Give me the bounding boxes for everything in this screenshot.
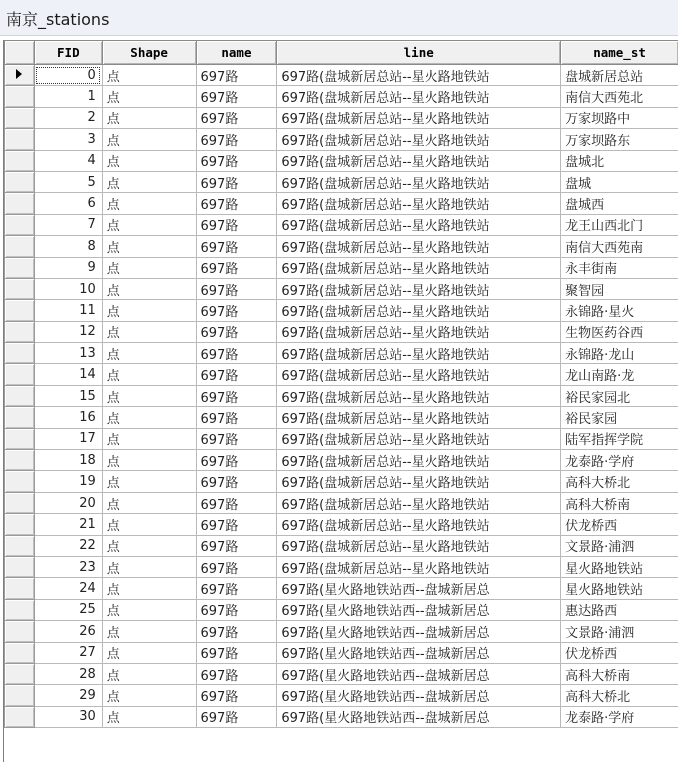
- table-row[interactable]: [5, 556, 678, 577]
- cell-line[interactable]: 697路(盘城新居总站--星火路地铁站: [277, 471, 561, 492]
- cell-name-st[interactable]: 盘城新居总站: [561, 65, 678, 86]
- cell-shape[interactable]: 点: [102, 236, 196, 257]
- row-selector[interactable]: [5, 171, 35, 192]
- cell-name[interactable]: 697路: [196, 642, 277, 663]
- cell-name-st[interactable]: 盘城西: [561, 193, 678, 214]
- cell-line[interactable]: 697路(盘城新居总站--星火路地铁站: [277, 236, 561, 257]
- cell-name[interactable]: 697路: [196, 471, 277, 492]
- table-row[interactable]: [5, 107, 678, 128]
- row-selector[interactable]: [5, 706, 35, 727]
- cell-name-st[interactable]: 伏龙桥西: [561, 514, 678, 535]
- header-row: [5, 41, 678, 65]
- cell-name-st[interactable]: 永锦路·龙山: [561, 343, 678, 364]
- row-selector[interactable]: [5, 236, 35, 257]
- cell-name-st[interactable]: 陆军指挥学院: [561, 428, 678, 449]
- cell-name-st[interactable]: 高科大桥南: [561, 663, 678, 684]
- cell-name-st[interactable]: 高科大桥北: [561, 685, 678, 706]
- cell-line[interactable]: 697路(盘城新居总站--星火路地铁站: [277, 150, 561, 171]
- row-selector[interactable]: [5, 492, 35, 513]
- cell-shape[interactable]: 点: [102, 150, 196, 171]
- cell-name-st[interactable]: 伏龙桥西: [561, 642, 678, 663]
- table-row[interactable]: [5, 257, 678, 278]
- cell-shape[interactable]: 点: [102, 471, 196, 492]
- table-body: [5, 65, 678, 728]
- cell-fid[interactable]: 3: [34, 129, 102, 150]
- cell-name[interactable]: 697路: [196, 492, 277, 513]
- row-selector[interactable]: [5, 150, 35, 171]
- cell-shape[interactable]: 点: [102, 685, 196, 706]
- table-row[interactable]: [5, 385, 678, 406]
- row-selector[interactable]: [5, 214, 35, 235]
- cell-name[interactable]: 697路: [196, 706, 277, 727]
- cell-name-st[interactable]: 星火路地铁站: [561, 556, 678, 577]
- cell-line[interactable]: 697路(盘城新居总站--星火路地铁站: [277, 65, 561, 86]
- cell-fid[interactable]: 2: [34, 107, 102, 128]
- row-selector[interactable]: [5, 193, 35, 214]
- table-row[interactable]: [5, 236, 678, 257]
- cell-fid[interactable]: 28: [34, 663, 102, 684]
- cell-name-st[interactable]: 裕民家园: [561, 407, 678, 428]
- cell-line[interactable]: 697路(星火路地铁站西--盘城新居总: [277, 599, 561, 620]
- cell-line[interactable]: 697路(星火路地铁站西--盘城新居总: [277, 642, 561, 663]
- row-selector[interactable]: [5, 257, 35, 278]
- cell-fid[interactable]: 14: [34, 364, 102, 385]
- table-row[interactable]: [5, 450, 678, 471]
- cell-fid[interactable]: 23: [34, 556, 102, 577]
- cell-shape[interactable]: 点: [102, 385, 196, 406]
- cell-fid[interactable]: 19: [34, 471, 102, 492]
- cell-line[interactable]: 697路(盘城新居总站--星火路地铁站: [277, 278, 561, 299]
- cell-shape[interactable]: 点: [102, 321, 196, 342]
- cell-name-st[interactable]: 文景路·浦泗: [561, 535, 678, 556]
- cell-shape[interactable]: 点: [102, 278, 196, 299]
- cell-shape[interactable]: 点: [102, 599, 196, 620]
- table-row[interactable]: [5, 642, 678, 663]
- cell-name[interactable]: 697路: [196, 599, 277, 620]
- cell-name[interactable]: 697路: [196, 65, 277, 86]
- cell-line[interactable]: 697路(盘城新居总站--星火路地铁站: [277, 214, 561, 235]
- cell-name[interactable]: 697路: [196, 257, 277, 278]
- row-selector[interactable]: [5, 385, 35, 406]
- attribute-table[interactable]: [3, 40, 678, 762]
- cell-shape[interactable]: 点: [102, 107, 196, 128]
- cell-name[interactable]: 697路: [196, 556, 277, 577]
- cell-name-st[interactable]: 盘城北: [561, 150, 678, 171]
- cell-name-st[interactable]: 万家坝路中: [561, 107, 678, 128]
- current-row-arrow-icon: [16, 69, 22, 79]
- cell-line[interactable]: 697路(盘城新居总站--星火路地铁站: [277, 343, 561, 364]
- table-row[interactable]: [5, 150, 678, 171]
- row-selector[interactable]: [5, 663, 35, 684]
- cell-line[interactable]: 697路(盘城新居总站--星火路地铁站: [277, 364, 561, 385]
- row-selector[interactable]: [5, 278, 35, 299]
- cell-fid[interactable]: 16: [34, 407, 102, 428]
- cell-fid[interactable]: 26: [34, 621, 102, 642]
- cell-name-st[interactable]: 龙泰路·学府: [561, 706, 678, 727]
- cell-fid[interactable]: 0: [34, 65, 102, 86]
- cell-shape[interactable]: 点: [102, 706, 196, 727]
- cell-fid[interactable]: 8: [34, 236, 102, 257]
- cell-fid[interactable]: 9: [34, 257, 102, 278]
- table-row[interactable]: [5, 278, 678, 299]
- cell-name[interactable]: 697路: [196, 193, 277, 214]
- table-row[interactable]: [5, 578, 678, 599]
- cell-name-st[interactable]: 裕民家园北: [561, 385, 678, 406]
- row-selector[interactable]: [5, 407, 35, 428]
- cell-line[interactable]: 697路(星火路地铁站西--盘城新居总: [277, 578, 561, 599]
- cell-shape[interactable]: 点: [102, 407, 196, 428]
- cell-fid[interactable]: 13: [34, 343, 102, 364]
- cell-name-st[interactable]: 龙王山西北门: [561, 214, 678, 235]
- row-selector[interactable]: [5, 556, 35, 577]
- cell-fid[interactable]: 27: [34, 642, 102, 663]
- cell-fid[interactable]: 5: [34, 171, 102, 192]
- cell-fid[interactable]: 30: [34, 706, 102, 727]
- cell-name[interactable]: 697路: [196, 428, 277, 449]
- cell-name[interactable]: 697路: [196, 663, 277, 684]
- cell-name[interactable]: 697路: [196, 86, 277, 107]
- table-row[interactable]: [5, 171, 678, 192]
- row-selector[interactable]: [5, 535, 35, 556]
- row-selector[interactable]: [5, 86, 35, 107]
- cell-shape[interactable]: 点: [102, 642, 196, 663]
- window-titlebar: [0, 0, 678, 36]
- cell-shape[interactable]: 点: [102, 65, 196, 86]
- cell-name[interactable]: 697路: [196, 385, 277, 406]
- cell-shape[interactable]: 点: [102, 535, 196, 556]
- window-title: 南京_stations: [6, 10, 110, 29]
- cell-name[interactable]: 697路: [196, 107, 277, 128]
- cell-line[interactable]: 697路(星火路地铁站西--盘城新居总: [277, 706, 561, 727]
- table-row[interactable]: [5, 663, 678, 684]
- cell-name[interactable]: 697路: [196, 364, 277, 385]
- cell-line[interactable]: 697路(盘城新居总站--星火路地铁站: [277, 193, 561, 214]
- cell-shape[interactable]: 点: [102, 343, 196, 364]
- cell-name[interactable]: 697路: [196, 685, 277, 706]
- cell-fid[interactable]: 24: [34, 578, 102, 599]
- cell-shape[interactable]: 点: [102, 556, 196, 577]
- cell-line[interactable]: 697路(盘城新居总站--星火路地铁站: [277, 321, 561, 342]
- cell-line[interactable]: 697路(盘城新居总站--星火路地铁站: [277, 385, 561, 406]
- row-selector[interactable]: [5, 450, 35, 471]
- cell-shape[interactable]: 点: [102, 578, 196, 599]
- cell-shape[interactable]: 点: [102, 663, 196, 684]
- cell-name[interactable]: 697路: [196, 450, 277, 471]
- table-row[interactable]: [5, 535, 678, 556]
- table-row[interactable]: [5, 621, 678, 642]
- cell-shape[interactable]: 点: [102, 364, 196, 385]
- cell-name-st[interactable]: 聚智园: [561, 278, 678, 299]
- cell-name-st[interactable]: 龙泰路·学府: [561, 450, 678, 471]
- cell-fid[interactable]: 10: [34, 278, 102, 299]
- cell-name-st[interactable]: 龙山南路·龙: [561, 364, 678, 385]
- cell-fid[interactable]: 6: [34, 193, 102, 214]
- cell-name-st[interactable]: 南信大西苑北: [561, 86, 678, 107]
- cell-name-st[interactable]: 高科大桥南: [561, 492, 678, 513]
- column-header-name[interactable]: name: [196, 41, 277, 65]
- cell-name[interactable]: 697路: [196, 214, 277, 235]
- cell-name[interactable]: 697路: [196, 578, 277, 599]
- cell-fid[interactable]: 20: [34, 492, 102, 513]
- column-header-line[interactable]: line: [277, 41, 561, 65]
- row-selector[interactable]: [5, 599, 35, 620]
- cell-shape[interactable]: 点: [102, 86, 196, 107]
- cell-fid[interactable]: 21: [34, 514, 102, 535]
- row-selector[interactable]: [5, 300, 35, 321]
- table-row[interactable]: [5, 514, 678, 535]
- cell-shape[interactable]: 点: [102, 514, 196, 535]
- cell-line[interactable]: 697路(星火路地铁站西--盘城新居总: [277, 663, 561, 684]
- cell-shape[interactable]: 点: [102, 193, 196, 214]
- cell-name-st[interactable]: 盘城: [561, 171, 678, 192]
- row-selector[interactable]: [5, 428, 35, 449]
- cell-shape[interactable]: 点: [102, 257, 196, 278]
- cell-name[interactable]: 697路: [196, 300, 277, 321]
- cell-fid[interactable]: 4: [34, 150, 102, 171]
- cell-name[interactable]: 697路: [196, 535, 277, 556]
- cell-shape[interactable]: 点: [102, 428, 196, 449]
- row-selector[interactable]: [5, 343, 35, 364]
- cell-shape[interactable]: 点: [102, 621, 196, 642]
- cell-shape[interactable]: 点: [102, 492, 196, 513]
- cell-name[interactable]: 697路: [196, 236, 277, 257]
- table-row[interactable]: [5, 214, 678, 235]
- cell-line[interactable]: 697路(盘城新居总站--星火路地铁站: [277, 514, 561, 535]
- cell-shape[interactable]: 点: [102, 300, 196, 321]
- row-selector[interactable]: [5, 364, 35, 385]
- cell-line[interactable]: 697路(盘城新居总站--星火路地铁站: [277, 535, 561, 556]
- cell-line[interactable]: 697路(盘城新居总站--星火路地铁站: [277, 257, 561, 278]
- cell-name[interactable]: 697路: [196, 321, 277, 342]
- cell-line[interactable]: 697路(星火路地铁站西--盘城新居总: [277, 621, 561, 642]
- cell-fid[interactable]: 25: [34, 599, 102, 620]
- table-row[interactable]: [5, 364, 678, 385]
- cell-line[interactable]: 697路(盘城新居总站--星火路地铁站: [277, 86, 561, 107]
- table-row[interactable]: [5, 492, 678, 513]
- cell-name-st[interactable]: 文景路·浦泗: [561, 621, 678, 642]
- row-selector[interactable]: [5, 621, 35, 642]
- cell-shape[interactable]: 点: [102, 214, 196, 235]
- cell-fid[interactable]: 18: [34, 450, 102, 471]
- cell-fid[interactable]: 17: [34, 428, 102, 449]
- cell-line[interactable]: 697路(盘城新居总站--星火路地铁站: [277, 300, 561, 321]
- table-row[interactable]: [5, 599, 678, 620]
- cell-name-st[interactable]: 惠达路西: [561, 599, 678, 620]
- cell-fid[interactable]: 15: [34, 385, 102, 406]
- cell-fid[interactable]: 11: [34, 300, 102, 321]
- table-row[interactable]: [5, 428, 678, 449]
- cell-shape[interactable]: 点: [102, 171, 196, 192]
- cell-name-st[interactable]: 高科大桥北: [561, 471, 678, 492]
- column-header-name-st[interactable]: name_st: [561, 41, 678, 65]
- cell-line[interactable]: 697路(盘城新居总站--星火路地铁站: [277, 428, 561, 449]
- table-row[interactable]: [5, 86, 678, 107]
- table-row[interactable]: [5, 471, 678, 492]
- cell-line[interactable]: 697路(盘城新居总站--星火路地铁站: [277, 407, 561, 428]
- cell-fid[interactable]: 29: [34, 685, 102, 706]
- cell-name[interactable]: 697路: [196, 278, 277, 299]
- cell-name[interactable]: 697路: [196, 407, 277, 428]
- row-selector[interactable]: [5, 685, 35, 706]
- table-row[interactable]: [5, 129, 678, 150]
- cell-name[interactable]: 697路: [196, 171, 277, 192]
- row-selector-header[interactable]: [5, 41, 35, 65]
- cell-shape[interactable]: 点: [102, 129, 196, 150]
- row-selector[interactable]: [5, 471, 35, 492]
- row-selector[interactable]: [5, 514, 35, 535]
- table-row[interactable]: [5, 685, 678, 706]
- column-header-fid[interactable]: FID: [34, 41, 102, 65]
- cell-line[interactable]: 697路(盘城新居总站--星火路地铁站: [277, 107, 561, 128]
- cell-line[interactable]: 697路(盘城新居总站--星火路地铁站: [277, 450, 561, 471]
- cell-name-st[interactable]: 生物医药谷西: [561, 321, 678, 342]
- cell-line[interactable]: 697路(盘城新居总站--星火路地铁站: [277, 492, 561, 513]
- cell-line[interactable]: 697路(盘城新居总站--星火路地铁站: [277, 171, 561, 192]
- cell-shape[interactable]: 点: [102, 450, 196, 471]
- table-row[interactable]: [5, 321, 678, 342]
- row-selector[interactable]: [5, 642, 35, 663]
- cell-name[interactable]: 697路: [196, 343, 277, 364]
- cell-fid[interactable]: 22: [34, 535, 102, 556]
- column-header-shape[interactable]: Shape: [102, 41, 196, 65]
- table-row[interactable]: [5, 193, 678, 214]
- cell-line[interactable]: 697路(盘城新居总站--星火路地铁站: [277, 556, 561, 577]
- row-selector[interactable]: [5, 578, 35, 599]
- cell-name-st[interactable]: 万家坝路东: [561, 129, 678, 150]
- table-row[interactable]: [5, 706, 678, 727]
- table-row[interactable]: [5, 343, 678, 364]
- table-row[interactable]: [5, 300, 678, 321]
- cell-name[interactable]: 697路: [196, 621, 277, 642]
- cell-line[interactable]: 697路(星火路地铁站西--盘城新居总: [277, 685, 561, 706]
- cell-fid[interactable]: 1: [34, 86, 102, 107]
- cell-name-st[interactable]: 南信大西苑南: [561, 236, 678, 257]
- row-selector[interactable]: [5, 129, 35, 150]
- cell-name-st[interactable]: 永锦路·星火: [561, 300, 678, 321]
- table-row[interactable]: [5, 65, 678, 86]
- cell-name-st[interactable]: 永丰街南: [561, 257, 678, 278]
- cell-name[interactable]: 697路: [196, 129, 277, 150]
- cell-fid[interactable]: 7: [34, 214, 102, 235]
- row-selector[interactable]: [5, 65, 35, 86]
- cell-line[interactable]: 697路(盘城新居总站--星火路地铁站: [277, 129, 561, 150]
- row-selector[interactable]: [5, 321, 35, 342]
- table-row[interactable]: [5, 407, 678, 428]
- cell-name[interactable]: 697路: [196, 514, 277, 535]
- cell-name[interactable]: 697路: [196, 150, 277, 171]
- cell-name-st[interactable]: 星火路地铁站: [561, 578, 678, 599]
- row-selector[interactable]: [5, 107, 35, 128]
- cell-fid[interactable]: 12: [34, 321, 102, 342]
